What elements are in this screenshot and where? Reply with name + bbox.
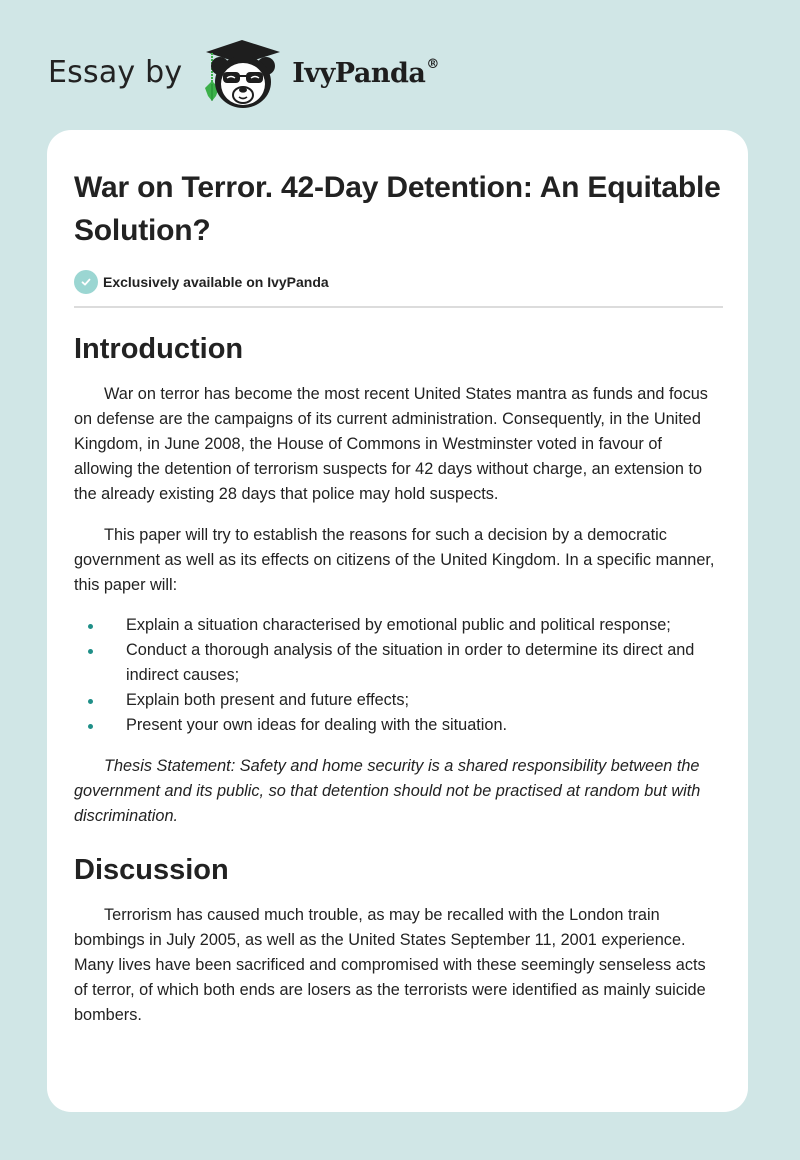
paragraph: This paper will try to establish the reasons for such a decision by a democratic government as well as its effects on citizens of the United Kingdom. In a specific manner, this paper will: — [74, 526, 715, 594]
list-item-text: Present your own ideas for dealing with the situation. — [126, 716, 508, 734]
exclusive-badge — [74, 269, 723, 295]
list-item-text: Explain a situation characterised by emotional public and political response; — [126, 616, 671, 634]
thesis-statement: Thesis Statement: Safety and home security is a shared responsibility between the government and its public, so that detention should not be practised at random but with discrimination. — [74, 757, 701, 825]
bullet-icon — [88, 649, 93, 654]
bullet-icon — [88, 699, 93, 704]
title-divider — [74, 306, 723, 308]
essay-title: War on Terror. 42-Day Detention: An Equitable Solution? — [74, 171, 721, 247]
check-circle-icon — [74, 270, 98, 294]
exclusive-label: Exclusively available on IvyPanda — [103, 274, 329, 290]
paragraph: Terrorism has caused much trouble, as may be recalled with the London train bombings in July 2005, as well as the United States September 11, 2001 experience. Many lives have been sacrificed and compromised with these seemingly senseless acts of terror, of which both ends are losers as the terrorists were identified as mainly suicide bombers. — [74, 906, 706, 1024]
list-item — [74, 713, 723, 738]
essay-card — [47, 130, 748, 1112]
section-heading-discussion: Discussion — [74, 854, 229, 886]
paragraph: War on terror has become the most recent United States mantra as funds and focus on defense are the campaigns of its current administration. Consequently, in the United Kingdom, in June 2008, the House of Commons in Westminster voted in favour of allowing the detention of terrorism suspects for 42 days without charge, an extension to the already existing 28 days that police may hold suspects. — [74, 385, 708, 503]
brand-name — [292, 57, 439, 89]
registered-mark: ® — [426, 57, 439, 72]
section-heading-introduction: Introduction — [74, 333, 244, 365]
essay-content — [74, 166, 723, 1028]
list-item-text: Conduct a thorough analysis of the situation in order to determine its direct and indirect causes; — [126, 641, 695, 684]
brand-prefix: Essay by — [48, 54, 183, 90]
list-item — [74, 688, 723, 713]
bullet-icon — [88, 624, 93, 629]
panda-graduate-icon — [196, 38, 288, 110]
bullet-icon — [88, 724, 93, 729]
list-item-text: Explain both present and future effects; — [126, 691, 409, 709]
site-header-brand[interactable] — [48, 38, 439, 110]
list-item — [74, 613, 723, 638]
brand-name-text: IvyPanda — [292, 58, 426, 89]
objectives-list — [74, 613, 723, 738]
list-item — [74, 638, 723, 688]
